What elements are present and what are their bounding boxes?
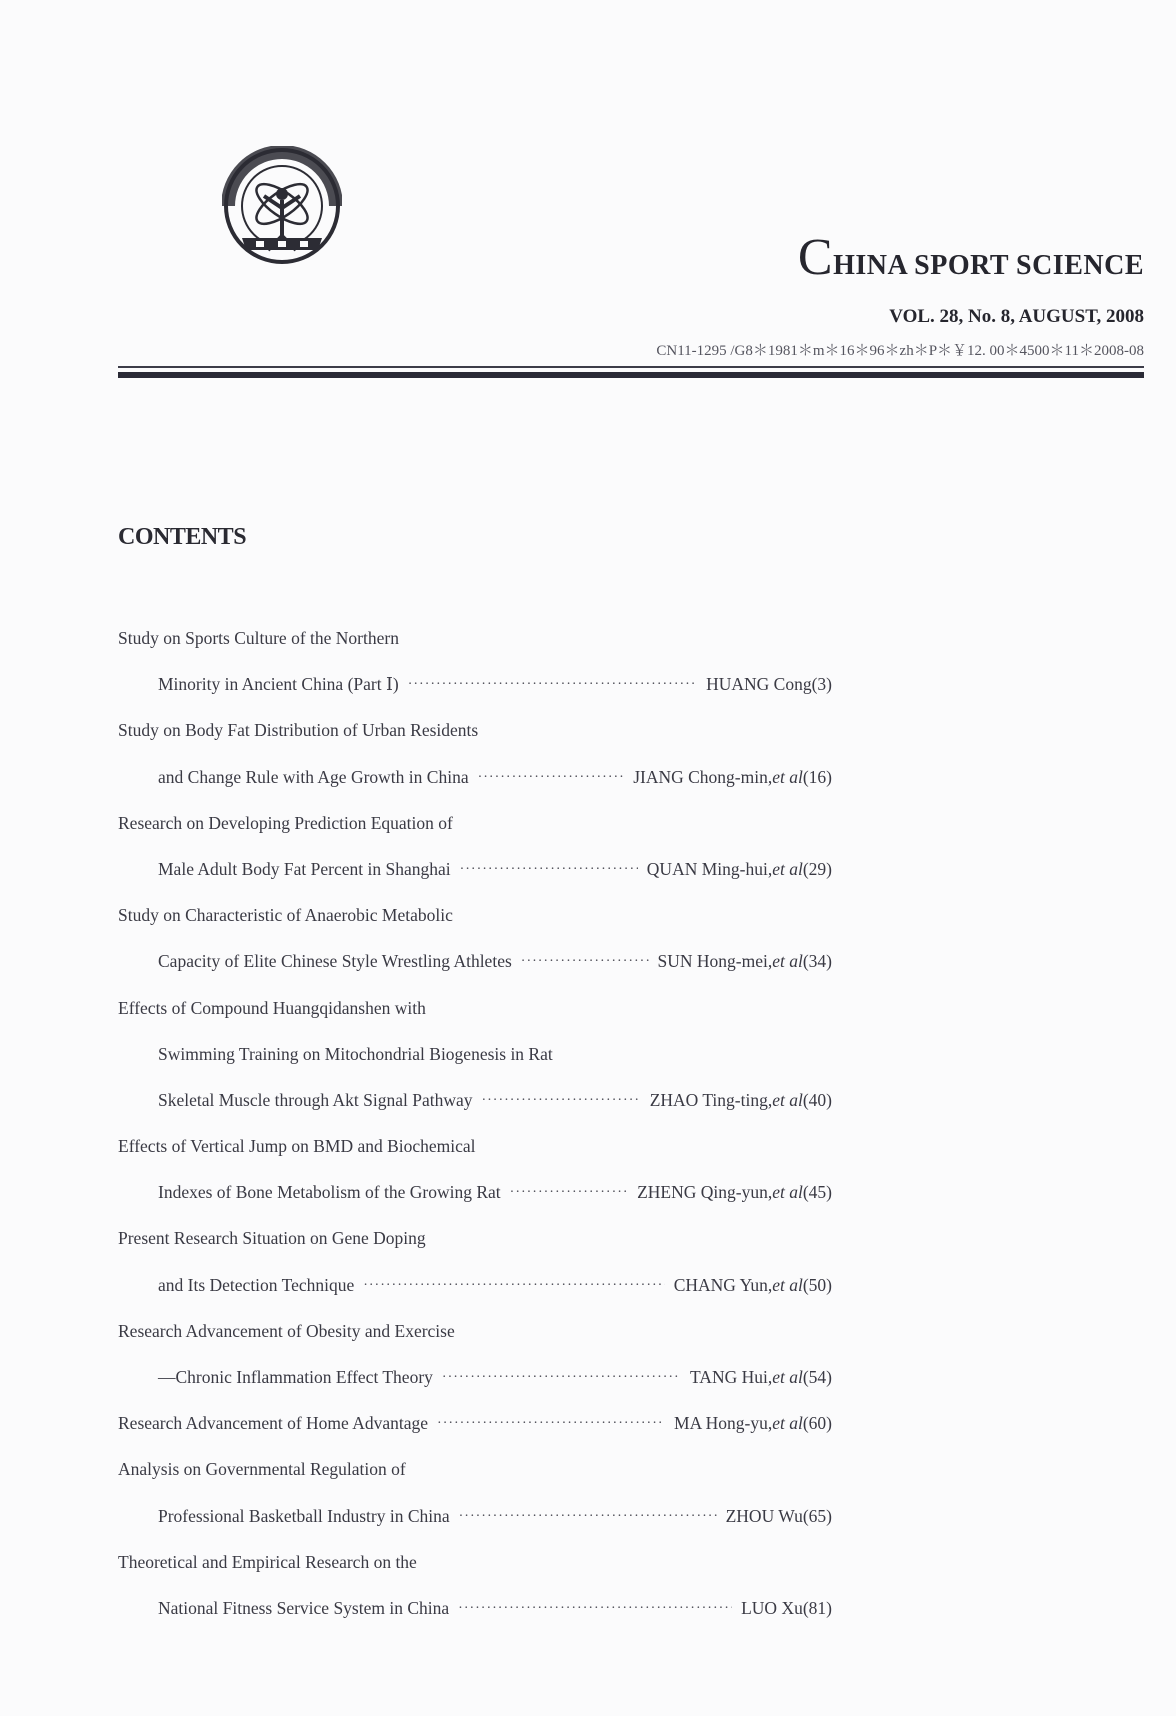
toc-title-text: Male Adult Body Fat Percent in Shanghai: [158, 858, 451, 879]
toc-line: [118, 1321, 832, 1367]
toc-title-text: Analysis on Governmental Regulation of: [118, 1459, 406, 1480]
toc-line: [118, 1182, 832, 1228]
toc-line: [118, 1044, 832, 1090]
toc-page-number: (29): [802, 858, 832, 879]
toc-title-text: Study on Characteristic of Anaerobic Metabolic: [118, 905, 453, 926]
toc-author-page: [706, 674, 832, 695]
toc-title-text: and Its Detection Technique: [158, 1274, 355, 1295]
toc-author-page: [741, 1598, 832, 1619]
toc-author-page: [658, 951, 833, 972]
toc-title-text: Capacity of Elite Chinese Style Wrestling Athletes: [158, 951, 512, 972]
toc-title-text: —Chronic Inflammation Effect Theory: [158, 1367, 433, 1387]
journal-masthead: [797, 229, 1144, 286]
toc-author: JIANG Chong-min,: [633, 766, 773, 787]
toc-et-al: et al: [772, 1182, 803, 1203]
toc-line: [118, 1136, 832, 1182]
toc-author: ZHENG Qing-yun,: [637, 1182, 773, 1203]
toc-title-text: Minority in Ancient China (Part Ⅰ): [158, 674, 399, 695]
volume-issue-line: VOL. 28, No. 8, AUGUST, 2008: [889, 306, 1144, 327]
toc-author: CHANG Yun,: [673, 1274, 773, 1295]
dot-leader: [437, 1413, 665, 1432]
toc-line: [118, 1506, 832, 1552]
toc-line: [118, 1090, 832, 1136]
toc-line: [118, 1459, 832, 1505]
toc-line: [118, 951, 832, 997]
toc-author-page: [633, 767, 832, 788]
toc-line: [118, 1367, 832, 1413]
toc-line: [118, 1275, 832, 1321]
journal-title: CHINA SPORT SCIENCE: [797, 229, 1144, 286]
toc-author-page: [637, 1182, 832, 1203]
toc-author: HUANG Cong: [706, 674, 812, 695]
dot-leader: [408, 674, 697, 693]
contents-heading: CONTENTS: [118, 524, 247, 550]
toc-author: ZHAO Ting-ting,: [649, 1089, 773, 1110]
toc-title-text: Research Advancement of Home Advantage: [118, 1413, 429, 1434]
toc-title-text: Theoretical and Empirical Research on the: [118, 1551, 417, 1572]
toc-title-text: National Fitness Service System in China: [158, 1597, 450, 1618]
toc-title-text: and Change Rule with Age Growth in China: [158, 766, 469, 787]
toc-et-al: et al: [772, 1367, 803, 1387]
toc-author-page: [690, 1367, 832, 1388]
toc-line: [118, 905, 832, 951]
toc-page-number: (34): [802, 951, 832, 972]
toc-line: [118, 628, 832, 674]
dot-leader: [458, 1598, 732, 1617]
catalog-number-line: CN11-1295 /G8＊1981＊m＊16＊96＊zh＊P＊￥12. 00＊4500＊11＊2008-08: [656, 343, 1144, 359]
toc-title-text: Swimming Training on Mitochondrial Biogenesis in Rat: [158, 1043, 553, 1064]
toc-author-page: [650, 1090, 832, 1111]
toc-line: [118, 998, 832, 1044]
toc-line: [118, 859, 832, 905]
toc-page-number: (65): [802, 1505, 832, 1526]
toc-et-al: et al: [772, 766, 803, 787]
toc-et-al: et al: [772, 1413, 803, 1434]
toc-author: MA Hong-yu,: [674, 1413, 773, 1434]
toc-line: [118, 1552, 832, 1598]
toc-title-text: Study on Body Fat Distribution of Urban Residents: [118, 720, 479, 741]
dot-leader: [478, 767, 625, 786]
toc-author: TANG Hui,: [690, 1367, 773, 1387]
header-rule-thick: [118, 372, 1144, 378]
toc-line: [118, 813, 832, 859]
toc-line: [118, 1598, 832, 1644]
toc-page-number: (16): [802, 766, 832, 787]
toc-et-al: et al: [772, 1089, 803, 1110]
toc-page-number: (45): [802, 1182, 832, 1203]
toc-et-al: et al: [772, 951, 803, 972]
toc-author-page: [726, 1506, 832, 1527]
dot-leader: [521, 951, 649, 970]
society-emblem-icon: [222, 146, 342, 266]
toc-et-al: et al: [772, 1274, 803, 1295]
table-of-contents: [118, 628, 832, 1644]
toc-title-text: Skeletal Muscle through Akt Signal Pathway: [158, 1089, 473, 1110]
toc-line: [118, 674, 832, 720]
toc-author-page: [674, 1275, 832, 1296]
toc-page-number: (40): [802, 1089, 832, 1110]
toc-title-text: Effects of Vertical Jump on BMD and Biochemical: [118, 1136, 476, 1157]
toc-author: ZHOU Wu: [725, 1505, 803, 1526]
dot-leader: [510, 1182, 628, 1201]
dot-leader: [460, 859, 638, 878]
toc-title-text: Indexes of Bone Metabolism of the Growing Rat: [158, 1182, 501, 1203]
toc-title-text: Research Advancement of Obesity and Exercise: [118, 1320, 455, 1341]
toc-line: [118, 1413, 832, 1459]
toc-author: LUO Xu: [741, 1597, 803, 1618]
toc-page-number: (54): [802, 1367, 832, 1387]
toc-et-al: et al: [772, 858, 803, 879]
toc-title-text: Research on Developing Prediction Equation of: [118, 812, 453, 833]
toc-author-page: [674, 1413, 832, 1434]
toc-title-text: Effects of Compound Huangqidanshen with: [118, 997, 426, 1018]
dot-leader: [459, 1506, 717, 1525]
toc-line: [118, 767, 832, 813]
toc-author: QUAN Ming-hui,: [646, 858, 773, 879]
header-rule-thin: [118, 366, 1144, 368]
dot-leader: [363, 1275, 664, 1294]
toc-author: SUN Hong-mei,: [657, 951, 773, 972]
toc-author-page: [647, 859, 832, 880]
toc-title-text: Study on Sports Culture of the Northern: [118, 628, 399, 648]
dot-leader: [442, 1367, 681, 1386]
toc-page-number: (50): [802, 1274, 832, 1295]
toc-page-number: (60): [802, 1413, 832, 1434]
toc-title-text: Present Research Situation on Gene Doping: [118, 1228, 426, 1249]
dot-leader: [481, 1090, 640, 1109]
toc-page-number: (3): [811, 674, 832, 695]
toc-page-number: (81): [802, 1597, 832, 1618]
toc-title-text: Professional Basketball Industry in China: [158, 1505, 450, 1526]
toc-line: [118, 720, 832, 766]
toc-line: [118, 1228, 832, 1274]
